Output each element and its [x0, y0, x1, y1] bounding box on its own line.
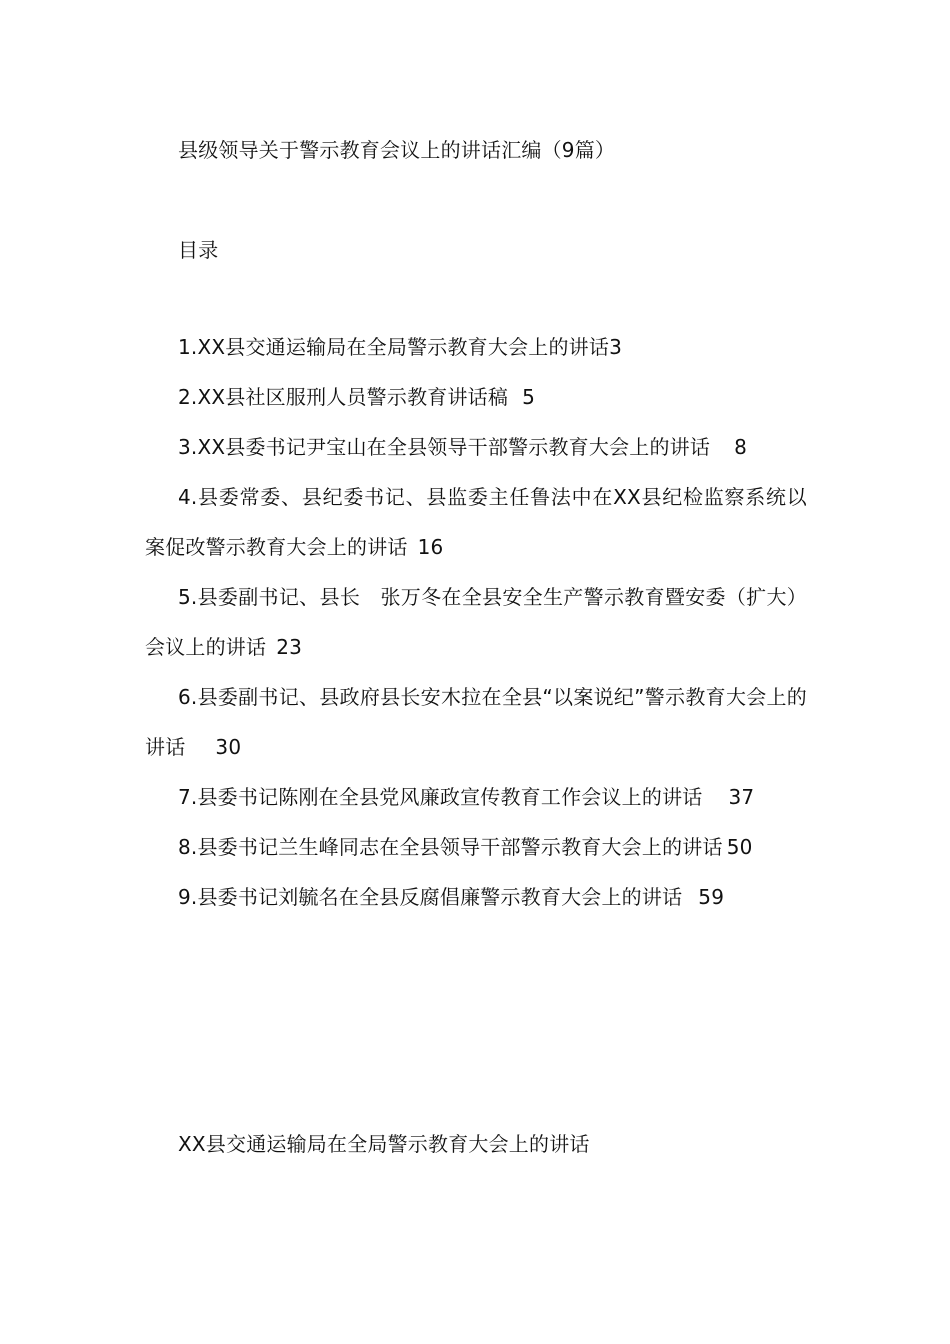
- toc-entry-3[interactable]: [145, 422, 807, 472]
- toc-entry-page: 30: [215, 735, 242, 759]
- section-heading: XX县交通运输局在全局警示教育大会上的讲话: [178, 1132, 590, 1156]
- toc-entry-text: 4.县委常委、县纪委书记、县监委主任鲁法中在XX县纪检监察系统以案促改警示教育大会上的讲话: [145, 485, 807, 559]
- toc-entry-page: 16: [417, 535, 444, 559]
- toc-entry-page: 5: [522, 385, 536, 409]
- toc-entry-text: 8.县委书记兰生峰同志在全县领导干部警示教育大会上的讲话: [178, 835, 723, 859]
- toc-entry-text: 9.县委书记刘毓名在全县反腐倡廉警示教育大会上的讲话: [178, 885, 683, 909]
- toc-entry-text: 6.县委副书记、县政府县长安木拉在全县“以案说纪”警示教育大会上的讲话: [145, 685, 807, 759]
- toc-entry-text: 2.XX县社区服刑人员警示教育讲话稿: [178, 385, 509, 409]
- toc-entry-5[interactable]: [145, 572, 807, 672]
- toc-entry-2[interactable]: [145, 372, 807, 422]
- document-title: 县级领导关于警示教育会议上的讲话汇编（9篇）: [178, 138, 616, 162]
- toc-entry-text: 7.县委书记陈刚在全县党风廉政宣传教育工作会议上的讲话: [178, 785, 703, 809]
- toc-heading: 目录: [178, 238, 219, 262]
- toc-entry-1[interactable]: [145, 322, 807, 372]
- toc-entry-8[interactable]: [145, 822, 807, 872]
- toc-entry-4[interactable]: [145, 472, 807, 572]
- toc-entry-page: 8: [734, 435, 748, 459]
- toc-entry-6[interactable]: [145, 672, 807, 772]
- toc-entry-page: 37: [728, 785, 755, 809]
- toc-entry-text: 3.XX县委书记尹宝山在全县领导干部警示教育大会上的讲话: [178, 435, 711, 459]
- toc-entry-page: 59: [698, 885, 725, 909]
- toc-entry-text: 5.县委副书记、县长 张万冬在全县安全生产警示教育暨安委（扩大）会议上的讲话: [145, 585, 807, 659]
- toc-entry-page: 23: [276, 635, 303, 659]
- toc-entry-7[interactable]: [145, 772, 807, 822]
- toc-entry-page: 3: [609, 335, 623, 359]
- toc-entry-text: 1.XX县交通运输局在全局警示教育大会上的讲话: [178, 335, 610, 359]
- toc-entry-9[interactable]: [145, 872, 807, 922]
- toc-entry-page: 50: [726, 835, 753, 859]
